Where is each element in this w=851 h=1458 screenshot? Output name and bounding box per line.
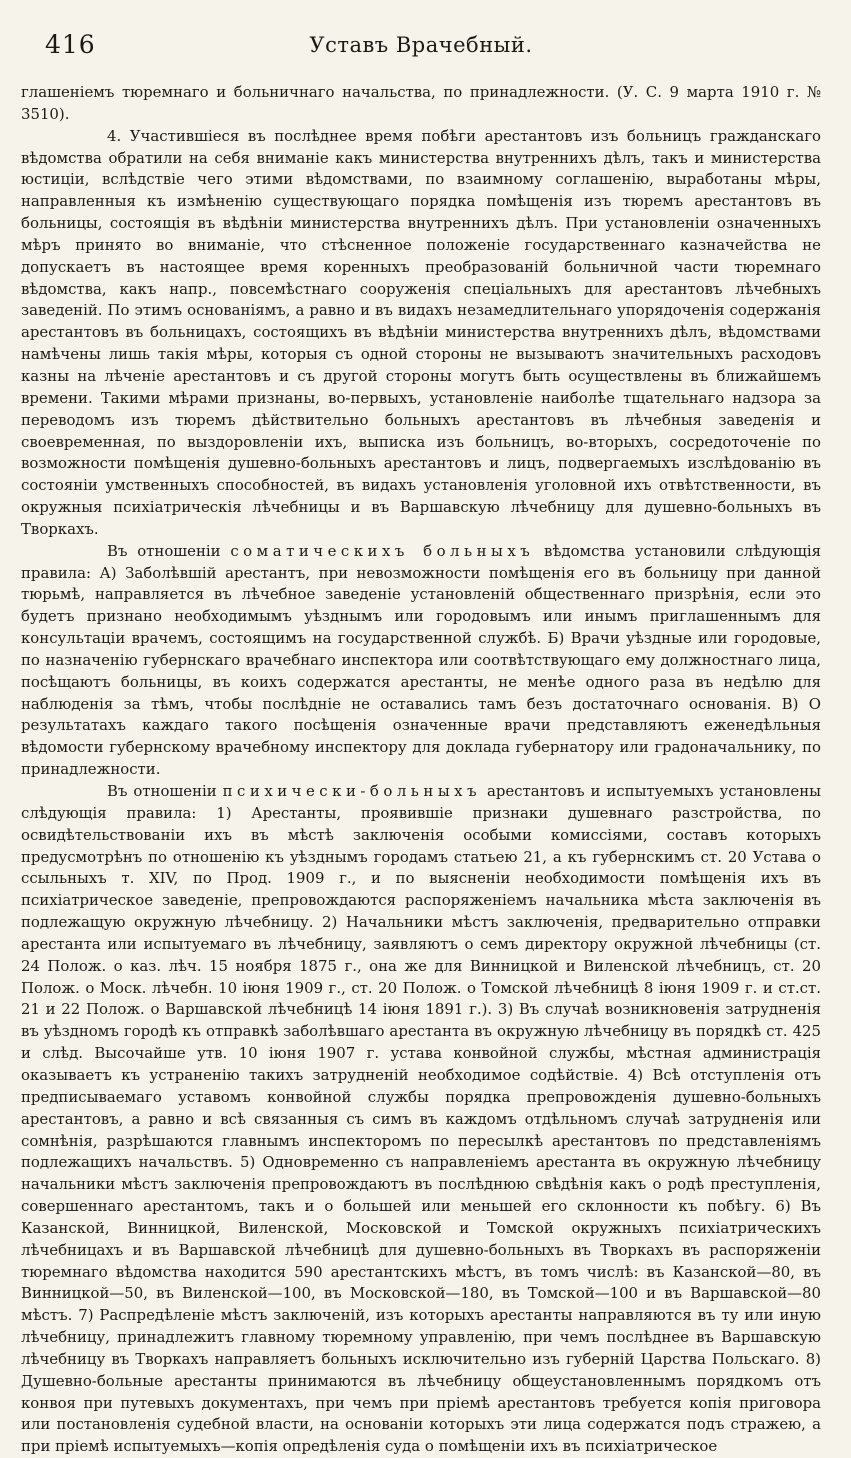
text-segment: Въ отношеніи <box>107 782 223 800</box>
paragraph <box>21 82 821 126</box>
text-segment: Въ отношеніи <box>107 541 231 560</box>
page-header <box>21 30 821 68</box>
text-segment: 4. Участившіеся въ послѣднее время побѣги арестантовъ изъ больницъ гражданскаго вѣдомства обратили на себя вниманіе какъ министерства внутреннихъ дѣлъ, такъ и министерства юстиціи, вслѣдствіе чего этими вѣдомствами, по взаимному соглашенію, выработаны мѣры, направленныя къ измѣненію существующаго порядка помѣщенія изъ тюремъ арестантовъ въ больницы, состоящія въ вѣдѣніи министерства внутреннихъ дѣлъ. При установленіи означенныхъ мѣръ принято во вниманіе, что стѣсненное положеніе государственнаго казначейства не допускаетъ въ настоящее время коренныхъ преобразованій больничной части тюремнаго вѣдомства, какъ напр., повсемѣстнаго сооруженія спеціальныхъ для арестантовъ лѣчебныхъ заведеній. По этимъ основаніямъ, а равно и въ видахъ незамедлительнаго упорядоченія содержанія арестантовъ въ больницахъ, состоящихъ въ вѣдѣніи министерства внутреннихъ дѣлъ, вѣдомствами намѣчены лишь такія мѣры, которыя съ одной стороны не вызываютъ значительныхъ расходовъ казны на лѣченіе арестантовъ и съ другой стороны могутъ быть осуществлены въ ближайшемъ времени. Такими мѣрами признаны, во-первыхъ, установленіе наиболѣе тщательнаго надзора за переводомъ изъ тюремъ дѣйствительно больныхъ арестантовъ въ лѣчебныя заведенія и своевременная, по выздоровленіи ихъ, выписка изъ больницъ, во-вторыхъ, сосредоточеніе по возможности помѣщенія душевно-больныхъ арестантовъ и лицъ, подвергаемыхъ изслѣдованію въ состояніи умственныхъ способностей, въ видахъ установленія уголовной ихъ отвѣтственности, въ окружныя психіатрическія лѣчебницы и въ Варшавскую лѣчебницу для душевно-больныхъ въ Творкахъ. <box>21 126 821 538</box>
text-segment: вѣдомства установили слѣдующія правила: А) Заболѣвшій арестантъ, при невозможности помѣщенія его въ больницу при данной тюрьмѣ, направляется въ лѣчебное заведеніе установленій общественнаго призрѣнія, если это будетъ признано необходимымъ уѣзднымъ или городовымъ или инымъ приглашеннымъ для консультаціи врачемъ, состоящимъ на государственной службѣ. Б) Врачи уѣздные или городовые, по назначенію губернскаго врачебнаго инспектора или соотвѣтствующаго ему должностнаго лица, посѣщаютъ больницы, въ коихъ содержатся арестанты, не менѣе одного раза въ недѣлю для наблюденія за тѣмъ, чтобы послѣдніе не оставались тамъ безъ достаточнаго основанія. В) О результатахъ каждаго такого посѣщенія означенные врачи представляютъ еженедѣльныя вѣдомости губернскому врачебному инспектору для доклада губернатору или градоначальнику, по принадлежности. <box>21 541 821 779</box>
spaced-emphasis: соматическихъ больныхъ <box>230 541 535 560</box>
body-text <box>21 82 821 1458</box>
paragraph <box>21 541 821 781</box>
spaced-emphasis: психически-больныхъ <box>222 782 482 800</box>
text-segment: арестантовъ и испытуемыхъ установлены слѣдующія правила: 1) Арестанты, проявившіе признаки душевнаго разстройства, по освидѣтельствованіи ихъ въ мѣстѣ заключенія особыми комиссіями, составъ которыхъ предусмотрѣнъ по отношенію къ уѣзднымъ городамъ статьею 21, а къ губернскимъ ст. 20 Устава о ссыльныхъ т. XIV, по Прод. 1909 г., и по выясненіи необходимости помѣщенія ихъ въ психіатрическое заведеніе, препровождаются распоряженіемъ начальника мѣста заключенія въ подлежащую окружную лѣчебницу. 2) Начальники мѣстъ заключенія, предварительно отправки арестанта или испытуемаго въ лѣчебницу, заявляютъ о семъ директору окружной лѣчебницы (ст. 24 Полож. о каз. лѣч. 15 ноября 1875 г., она же для Винницкой и Виленской лѣчебницъ, ст. 20 Полож. о Моск. лѣчебн. 10 іюня 1909 г., ст. 20 Полож. о Томской лѣчебницѣ 8 іюня 1909 г. и ст.ст. 21 и 22 Полож. о Варшавской лѣчебницѣ 14 іюня 1891 г.). 3) Въ случаѣ возникновенія затрудненія въ уѣздномъ городѣ къ отправкѣ заболѣвшаго арестанта въ окружную лѣчебницу въ порядкѣ ст. 425 и слѣд. Высочайше утв. 10 іюня 1907 г. устава конвойной службы, мѣстная администрація оказываетъ къ устраненію такихъ затрудненій необходимое содѣйствіе. 4) Всѣ отступленія отъ предписываемаго уставомъ конвойной службы порядка препровожденія душевно-больныхъ арестантовъ, а равно и всѣ связанныя съ симъ въ каждомъ отдѣльномъ случаѣ затрудненія или сомнѣнія, разрѣшаются главнымъ инспекторомъ по пересылкѣ арестантовъ по представленіямъ подлежащихъ начальствъ. 5) Одновременно съ направленіемъ арестанта въ окружную лѣчебницу начальники мѣстъ заключенія препровождаютъ въ послѣднюю свѣдѣнія какъ о родѣ преступленія, совершеннаго арестантомъ, такъ и о большей или меньшей его склонности къ побѣгу. 6) Въ Казанской, Винницкой, Виленской, Московской и Томской окружныхъ психіатрическихъ лѣчебницахъ и въ Варшавской лѣчебницѣ для душевно-больныхъ въ Творкахъ въ распоряженіи тюремнаго вѣдомства находится 590 арестантскихъ мѣстъ, въ томъ числѣ: въ Казанской—80, въ Винницкой—50, въ Виленской—100, въ Московской—180, въ Томской—100 и въ Варшавской—80 мѣстъ. 7) Распредѣленіе мѣстъ заключеній, изъ которыхъ арестанты направляются въ ту или иную лѣчебницу, принадлежитъ главному тюремному управленію, при чемъ послѣднее въ Варшавскую лѣчебницу въ Творкахъ направляетъ больныхъ исключительно изъ губерній Царства Польскаго. 8) Душевно-больные арестанты принимаются въ лѣчебницу общеустановленнымъ порядкомъ отъ конвоя при путевыхъ документахъ, при чемъ при пріемѣ арестантовъ требуется копія приговора или постановленія судебной власти, на основаніи которыхъ эти лица содержатся подъ стражею, а при пріемѣ испытуемыхъ—копія опредѣленія суда о помѣщеніи ихъ въ психіатрическое <box>21 782 822 1456</box>
text-segment: глашеніемъ тюремнаго и больничнаго начальства, по принадлежности. (У. С. 9 марта 1910 г. № 3510). <box>21 83 821 123</box>
page-number: 416 <box>45 30 96 59</box>
running-title: Уставъ Врачебный. <box>309 33 533 57</box>
paragraph <box>21 781 821 1458</box>
paragraph <box>21 126 821 541</box>
